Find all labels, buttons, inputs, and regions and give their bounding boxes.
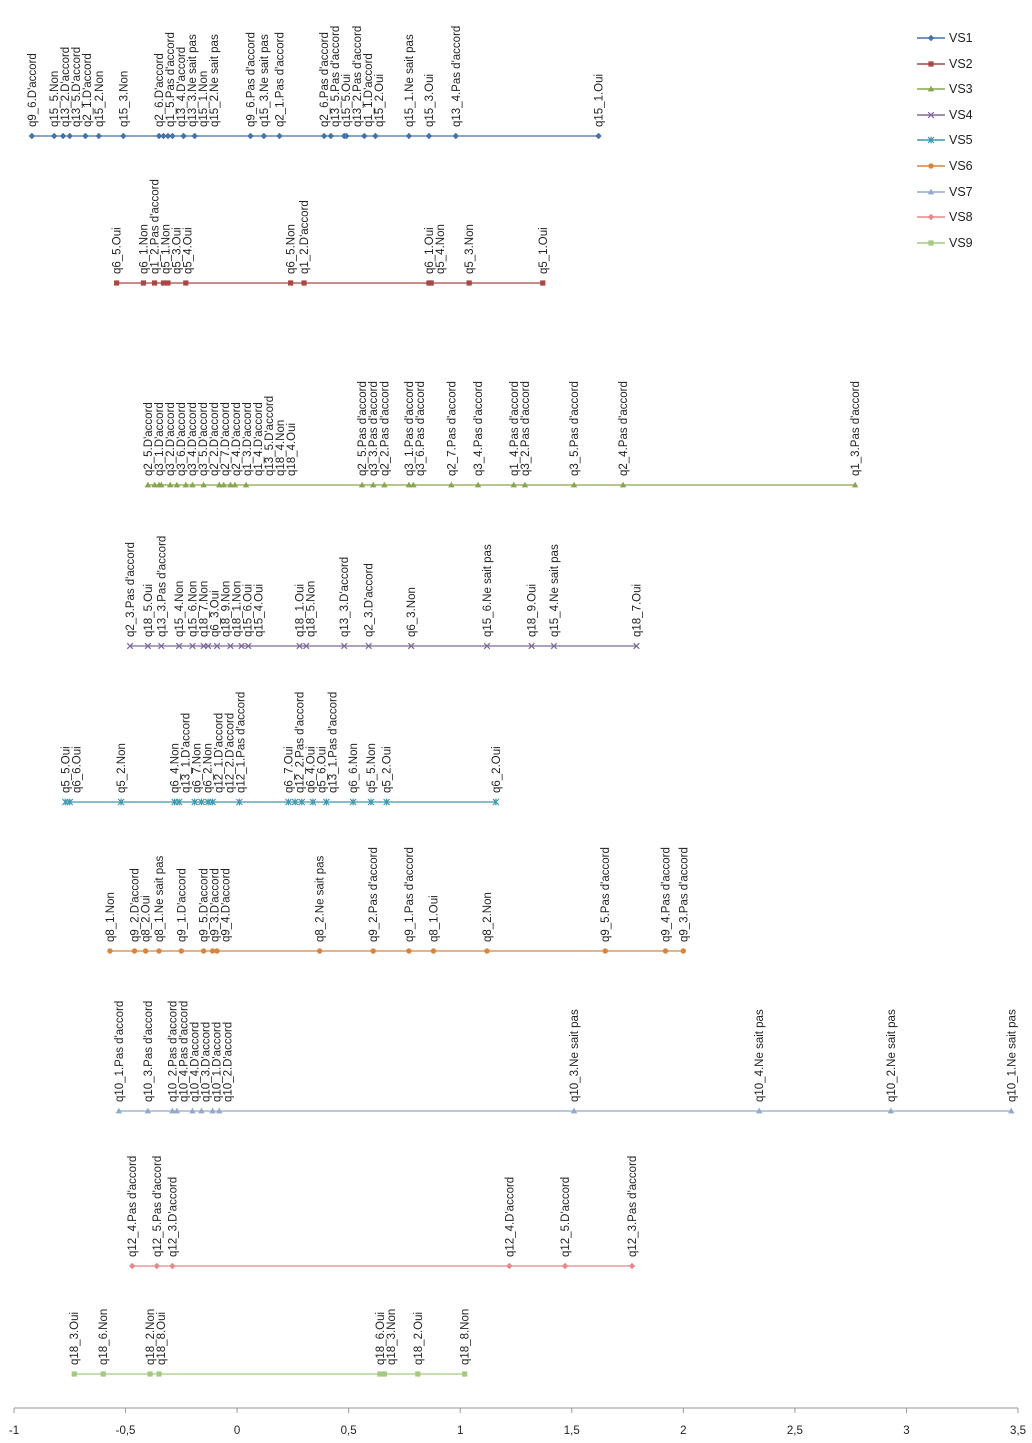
point-label: q15_4.Oui: [253, 583, 266, 637]
point-label: q5_4.Oui: [182, 227, 195, 274]
data-point: [406, 133, 412, 139]
point-label: q5_3.Non: [464, 224, 477, 274]
data-point: [361, 133, 367, 139]
point-label: q13_3.Pas d'accord: [156, 535, 169, 637]
legend-marker: [928, 240, 933, 245]
data-point: [183, 280, 188, 285]
x-tick-label: 3: [903, 1425, 910, 1437]
point-label: q2_3.Pas d'accord: [125, 542, 138, 637]
point-label: q5_1.Oui: [537, 227, 550, 274]
point-label: q9_5.Pas d'accord: [600, 847, 613, 942]
point-label: q6_4.Oui: [305, 746, 318, 793]
point-label: q12_5.Pas d'accord: [151, 1155, 164, 1257]
point-label: q15_2.Oui: [374, 73, 387, 127]
data-point: [321, 133, 327, 139]
data-point: [415, 1371, 420, 1376]
data-point: [484, 948, 489, 953]
point-label: q8_1.Non: [104, 892, 117, 942]
point-label: q9_1.Pas d'accord: [403, 847, 416, 942]
legend-swatch: [916, 158, 946, 174]
point-label: q3_1.Pas d'accord: [403, 381, 416, 476]
point-label: q18_7.Oui: [631, 583, 644, 637]
legend-marker: [928, 163, 933, 168]
point-label: q18_6.Oui: [374, 1311, 387, 1365]
point-label: q10_1.Pas d'accord: [113, 1000, 126, 1102]
point-label: q6_1.Oui: [423, 227, 436, 274]
point-label: q15_2.Ne sait pas: [209, 34, 222, 127]
legend-swatch: [916, 209, 946, 225]
point-label: q18_2.Non: [145, 1308, 158, 1365]
series-vs6: [105, 847, 690, 954]
point-label: q18_3.Oui: [69, 1311, 82, 1365]
x-tick-label: 3,5: [1010, 1425, 1026, 1437]
point-label: q3_2.D'accord: [164, 402, 177, 476]
data-point: [156, 1371, 161, 1376]
data-point: [301, 280, 306, 285]
point-label: q9_4.Pas d'accord: [660, 847, 673, 942]
point-label: q10_1.D'accord: [211, 1021, 224, 1102]
point-label: q13_5.D'accord: [71, 46, 84, 127]
point-label: q1_2.Pas d'accord: [149, 179, 162, 274]
legend-label: VS4: [949, 107, 973, 122]
point-label: q2_2.D'accord: [208, 402, 221, 476]
point-label: q1_3.D'accord: [241, 402, 254, 476]
data-point: [663, 948, 668, 953]
data-point: [462, 1371, 467, 1376]
point-label: q2_6.D'accord: [154, 53, 167, 127]
legend-label: VS3: [949, 82, 973, 97]
data-point: [141, 280, 146, 285]
point-label: q3_6.D'accord: [175, 402, 188, 476]
data-point: [67, 133, 73, 139]
point-label: q18_1.Oui: [294, 583, 307, 637]
point-label: q18_5.Non: [305, 580, 318, 637]
point-label: q3_4.D'accord: [186, 402, 199, 476]
data-point: [72, 1371, 77, 1376]
data-point: [595, 133, 601, 139]
point-label: q15_1.Ne sait pas: [403, 34, 416, 127]
point-label: q10_2.Pas d'accord: [167, 1000, 180, 1102]
point-label: q8_1.Oui: [428, 895, 441, 942]
point-label: q2_1.Pas d'accord: [274, 32, 287, 127]
x-tick-label: 0,5: [340, 1425, 357, 1437]
legend-label: VS1: [949, 31, 973, 45]
point-label: q3_2.Pas d'accord: [519, 381, 532, 476]
point-label: q13_5.D'accord: [263, 395, 276, 476]
point-label: q3_1.D'accord: [153, 402, 166, 476]
point-label: q1_4.Pas d'accord: [508, 381, 521, 476]
point-label: q5_1.Non: [160, 224, 173, 274]
point-label: q15_4.Ne sait pas: [548, 544, 561, 637]
data-point: [629, 1263, 635, 1269]
point-label: q5_5.Oui: [60, 746, 73, 793]
data-point: [317, 948, 322, 953]
point-label: q12_5.D'accord: [560, 1176, 573, 1257]
point-label: q15_5.Non: [49, 70, 62, 127]
point-label: q3_4.Pas d'accord: [473, 381, 486, 476]
point-label: q15_6.Ne sait pas: [481, 544, 494, 637]
point-label: q12_1.D'accord: [213, 712, 226, 793]
point-label: q9_6.Pas d'accord: [245, 32, 258, 127]
point-label: q6_5.Non: [285, 224, 298, 274]
data-point: [247, 133, 253, 139]
point-label: q1_5.Pas d'accord: [165, 32, 178, 127]
point-label: q15_4.Non: [174, 580, 187, 637]
point-label: q6_1.Non: [138, 224, 151, 274]
data-point: [453, 133, 459, 139]
series-vs5: [60, 692, 503, 806]
point-label: q18_4.Oui: [285, 422, 298, 476]
point-label: q5_3.Oui: [171, 227, 184, 274]
data-point: [29, 133, 35, 139]
point-label: q8_2.Oui: [140, 895, 153, 942]
point-label: q12_4.Pas d'accord: [127, 1155, 140, 1257]
point-label: q2_5.D'accord: [142, 402, 155, 476]
data-point: [467, 280, 472, 285]
point-label: q8_2.Non: [481, 892, 494, 942]
point-label: q9_3.D'accord: [209, 868, 222, 942]
point-label: q13_5.Pas d'accord: [330, 25, 343, 127]
point-label: q10_3.Ne sait pas: [569, 1009, 582, 1102]
point-label: q2_2.Pas d'accord: [379, 381, 392, 476]
point-label: q18_2.Oui: [412, 1311, 425, 1365]
point-label: q10_4.Ne sait pas: [754, 1009, 767, 1102]
legend-swatch: [916, 235, 946, 251]
point-label: q15_1.Non: [198, 70, 211, 127]
data-point: [165, 280, 170, 285]
legend-swatch: [916, 81, 946, 97]
series-vs9: [69, 1309, 471, 1377]
legend-swatch: [916, 30, 946, 46]
legend-label: VS9: [949, 235, 973, 250]
series-vs3: [143, 381, 862, 487]
data-point: [152, 280, 157, 285]
data-point: [101, 1371, 106, 1376]
series-vs4: [125, 536, 643, 649]
data-point: [169, 133, 175, 139]
point-label: q10_4.D'accord: [189, 1021, 202, 1102]
legend-label: VS2: [949, 56, 973, 71]
point-label: q9_3.Pas d'accord: [678, 847, 691, 942]
data-point: [169, 1263, 175, 1269]
x-tick-label: 2,5: [786, 1425, 803, 1437]
point-label: q5_5.Non: [365, 743, 378, 793]
data-point: [426, 133, 432, 139]
x-tick-label: 0: [233, 1425, 241, 1437]
point-label: q18_1.Non: [231, 580, 244, 637]
point-label: q12_3.D'accord: [167, 1176, 180, 1257]
legend-marker: [928, 61, 933, 66]
x-tick-label: 1: [457, 1425, 464, 1437]
data-point: [156, 948, 161, 953]
legend-label: VS7: [949, 184, 973, 199]
point-label: q2_3.D'accord: [363, 563, 376, 637]
point-label: q9_6.D'accord: [26, 53, 39, 127]
point-label: q18_9.Non: [220, 580, 233, 637]
data-point: [406, 948, 411, 953]
point-label: q12_2.Pas d'accord: [294, 691, 307, 793]
point-label: q6_7.Non: [191, 743, 204, 793]
point-label: q13_1.Pas d'accord: [327, 691, 340, 793]
data-point: [120, 133, 126, 139]
point-label: q2_7.D'accord: [219, 402, 232, 476]
point-label: q13_1.D'accord: [180, 712, 193, 793]
legend-label: VS6: [949, 158, 973, 173]
point-label: q18_6.Non: [98, 1308, 111, 1365]
series-vs1: [27, 26, 606, 139]
point-label: q13_2.Pas d'accord: [352, 25, 365, 127]
x-tick-label: 1,5: [563, 1425, 580, 1437]
point-label: q6_2.Non: [202, 743, 215, 793]
point-label: q12_1.Pas d'accord: [235, 691, 248, 793]
series-vs2: [112, 179, 550, 286]
data-point: [562, 1263, 568, 1269]
data-point: [372, 133, 378, 139]
data-point: [382, 1371, 387, 1376]
point-label: q1_1.D'accord: [363, 53, 376, 127]
point-label: q3_5.Pas d'accord: [569, 381, 582, 476]
point-label: q15_3.Oui: [423, 73, 436, 127]
x-tick-label: -1: [8, 1425, 20, 1437]
series-group: [27, 26, 1018, 1377]
point-label: q5_2.Non: [116, 743, 129, 793]
point-label: q10_2.D'accord: [222, 1021, 235, 1102]
point-label: q9_1.D'accord: [176, 868, 189, 942]
point-label: q18_9.Oui: [526, 583, 539, 637]
point-label: q6_6.Oui: [71, 746, 84, 793]
data-point: [147, 1371, 152, 1376]
data-point: [603, 948, 608, 953]
point-label: q9_2.D'accord: [129, 868, 142, 942]
point-label: q13_4.D'accord: [176, 46, 189, 127]
series-vs8: [127, 1156, 639, 1269]
point-label: q13_3.Ne sait pas: [187, 34, 200, 127]
point-label: q15_3.Non: [118, 70, 131, 127]
data-point: [288, 280, 293, 285]
x-axis: [9, 1408, 1026, 1437]
point-label: q2_4.D'accord: [230, 402, 243, 476]
data-point: [214, 948, 219, 953]
point-label: q10_4.Pas d'accord: [178, 1000, 191, 1102]
data-point: [506, 1263, 512, 1269]
point-label: q18_8.Oui: [156, 1311, 169, 1365]
data-point: [429, 280, 434, 285]
point-label: q12_4.D'accord: [504, 1176, 517, 1257]
data-point: [179, 948, 184, 953]
point-label: q10_3.D'accord: [200, 1021, 213, 1102]
point-label: q3_6.Pas d'accord: [414, 381, 427, 476]
legend-swatch: [916, 132, 946, 148]
point-label: q5_4.Non: [434, 224, 447, 274]
data-point: [154, 1263, 160, 1269]
point-label: q10_2.Ne sait pas: [885, 1009, 898, 1102]
data-point: [161, 280, 166, 285]
point-label: q18_3.Non: [385, 1308, 398, 1365]
point-label: q18_8.Non: [459, 1308, 472, 1365]
point-label: q2_4.Pas d'accord: [618, 381, 631, 476]
legend-swatch: [916, 56, 946, 72]
point-label: q1_2.D'accord: [299, 200, 312, 274]
point-label: q6_3.Non: [406, 587, 419, 637]
data-point: [261, 133, 267, 139]
point-label: q18_7.Non: [198, 580, 211, 637]
data-point: [371, 948, 376, 953]
point-label: q6_5.Oui: [111, 227, 124, 274]
data-point: [82, 133, 88, 139]
x-tick-label: 2: [680, 1425, 687, 1437]
series-vs7: [114, 1001, 1018, 1114]
point-label: q3_3.Pas d'accord: [368, 381, 381, 476]
data-point: [60, 133, 66, 139]
point-label: q1_3.Pas d'accord: [850, 381, 863, 476]
data-point: [540, 280, 545, 285]
data-point: [107, 948, 112, 953]
point-label: q15_1.Oui: [593, 73, 606, 127]
point-label: q8_2.Ne sait pas: [314, 855, 327, 942]
point-label: q15_2.Non: [93, 70, 106, 127]
legend-swatch: [916, 107, 946, 123]
x-tick-label: -0,5: [115, 1425, 136, 1437]
data-point: [201, 948, 206, 953]
point-label: q6_7.Oui: [283, 746, 296, 793]
point-label: q15_5.Oui: [341, 73, 354, 127]
data-point: [192, 133, 198, 139]
point-label: q15_3.Ne sait pas: [258, 34, 271, 127]
legend-label: VS8: [949, 210, 973, 225]
data-point: [51, 133, 57, 139]
point-label: q10_1.Ne sait pas: [1006, 1009, 1019, 1102]
point-label: q13_2.D'accord: [60, 46, 73, 127]
data-point: [143, 948, 148, 953]
point-label: q6_3.Oui: [209, 590, 222, 637]
point-label: q1_4.D'accord: [252, 402, 265, 476]
legend-marker: [928, 214, 934, 220]
point-label: q13_4.Pas d'accord: [450, 25, 463, 127]
legend-swatch: [916, 184, 946, 200]
point-label: q13_3.D'accord: [339, 556, 352, 637]
data-point: [96, 133, 102, 139]
point-label: q9_4.D'accord: [220, 868, 233, 942]
data-point: [377, 1371, 382, 1376]
point-label: q2_5.Pas d'accord: [357, 381, 370, 476]
point-label: q5_2.Oui: [381, 746, 394, 793]
point-label: q18_5.Oui: [142, 583, 155, 637]
data-point: [276, 133, 282, 139]
point-label: q9_5.D'accord: [198, 868, 211, 942]
data-point: [114, 280, 119, 285]
point-label: q5_6.Oui: [316, 746, 329, 793]
point-label: q9_2.Pas d'accord: [368, 847, 381, 942]
point-label: q12_2.D'accord: [224, 712, 237, 793]
point-label: q2_6.Pas d'accord: [319, 32, 332, 127]
point-label: q6_2.Oui: [490, 746, 503, 793]
point-label: q6_4.Non: [169, 743, 182, 793]
point-label: q3_5.D'accord: [197, 402, 210, 476]
data-point: [129, 1263, 135, 1269]
data-point: [132, 948, 137, 953]
data-point: [328, 133, 334, 139]
point-label: q8_1.Ne sait pas: [154, 855, 167, 942]
point-label: q15_6.Non: [187, 580, 200, 637]
point-label: q2_7.Pas d'accord: [446, 381, 459, 476]
legend-label: VS5: [949, 133, 973, 148]
point-label: q12_3.Pas d'accord: [627, 1155, 640, 1257]
point-label: q6_6.Non: [348, 743, 361, 793]
point-label: q15_6.Oui: [242, 583, 255, 637]
legend-marker: [928, 35, 934, 41]
data-point: [431, 948, 436, 953]
data-point: [180, 133, 186, 139]
point-label: q18_4.Non: [274, 419, 287, 476]
data-point: [681, 948, 686, 953]
point-label: q10_3.Pas d'accord: [142, 1000, 155, 1102]
point-label: q2_1.D'accord: [82, 53, 95, 127]
